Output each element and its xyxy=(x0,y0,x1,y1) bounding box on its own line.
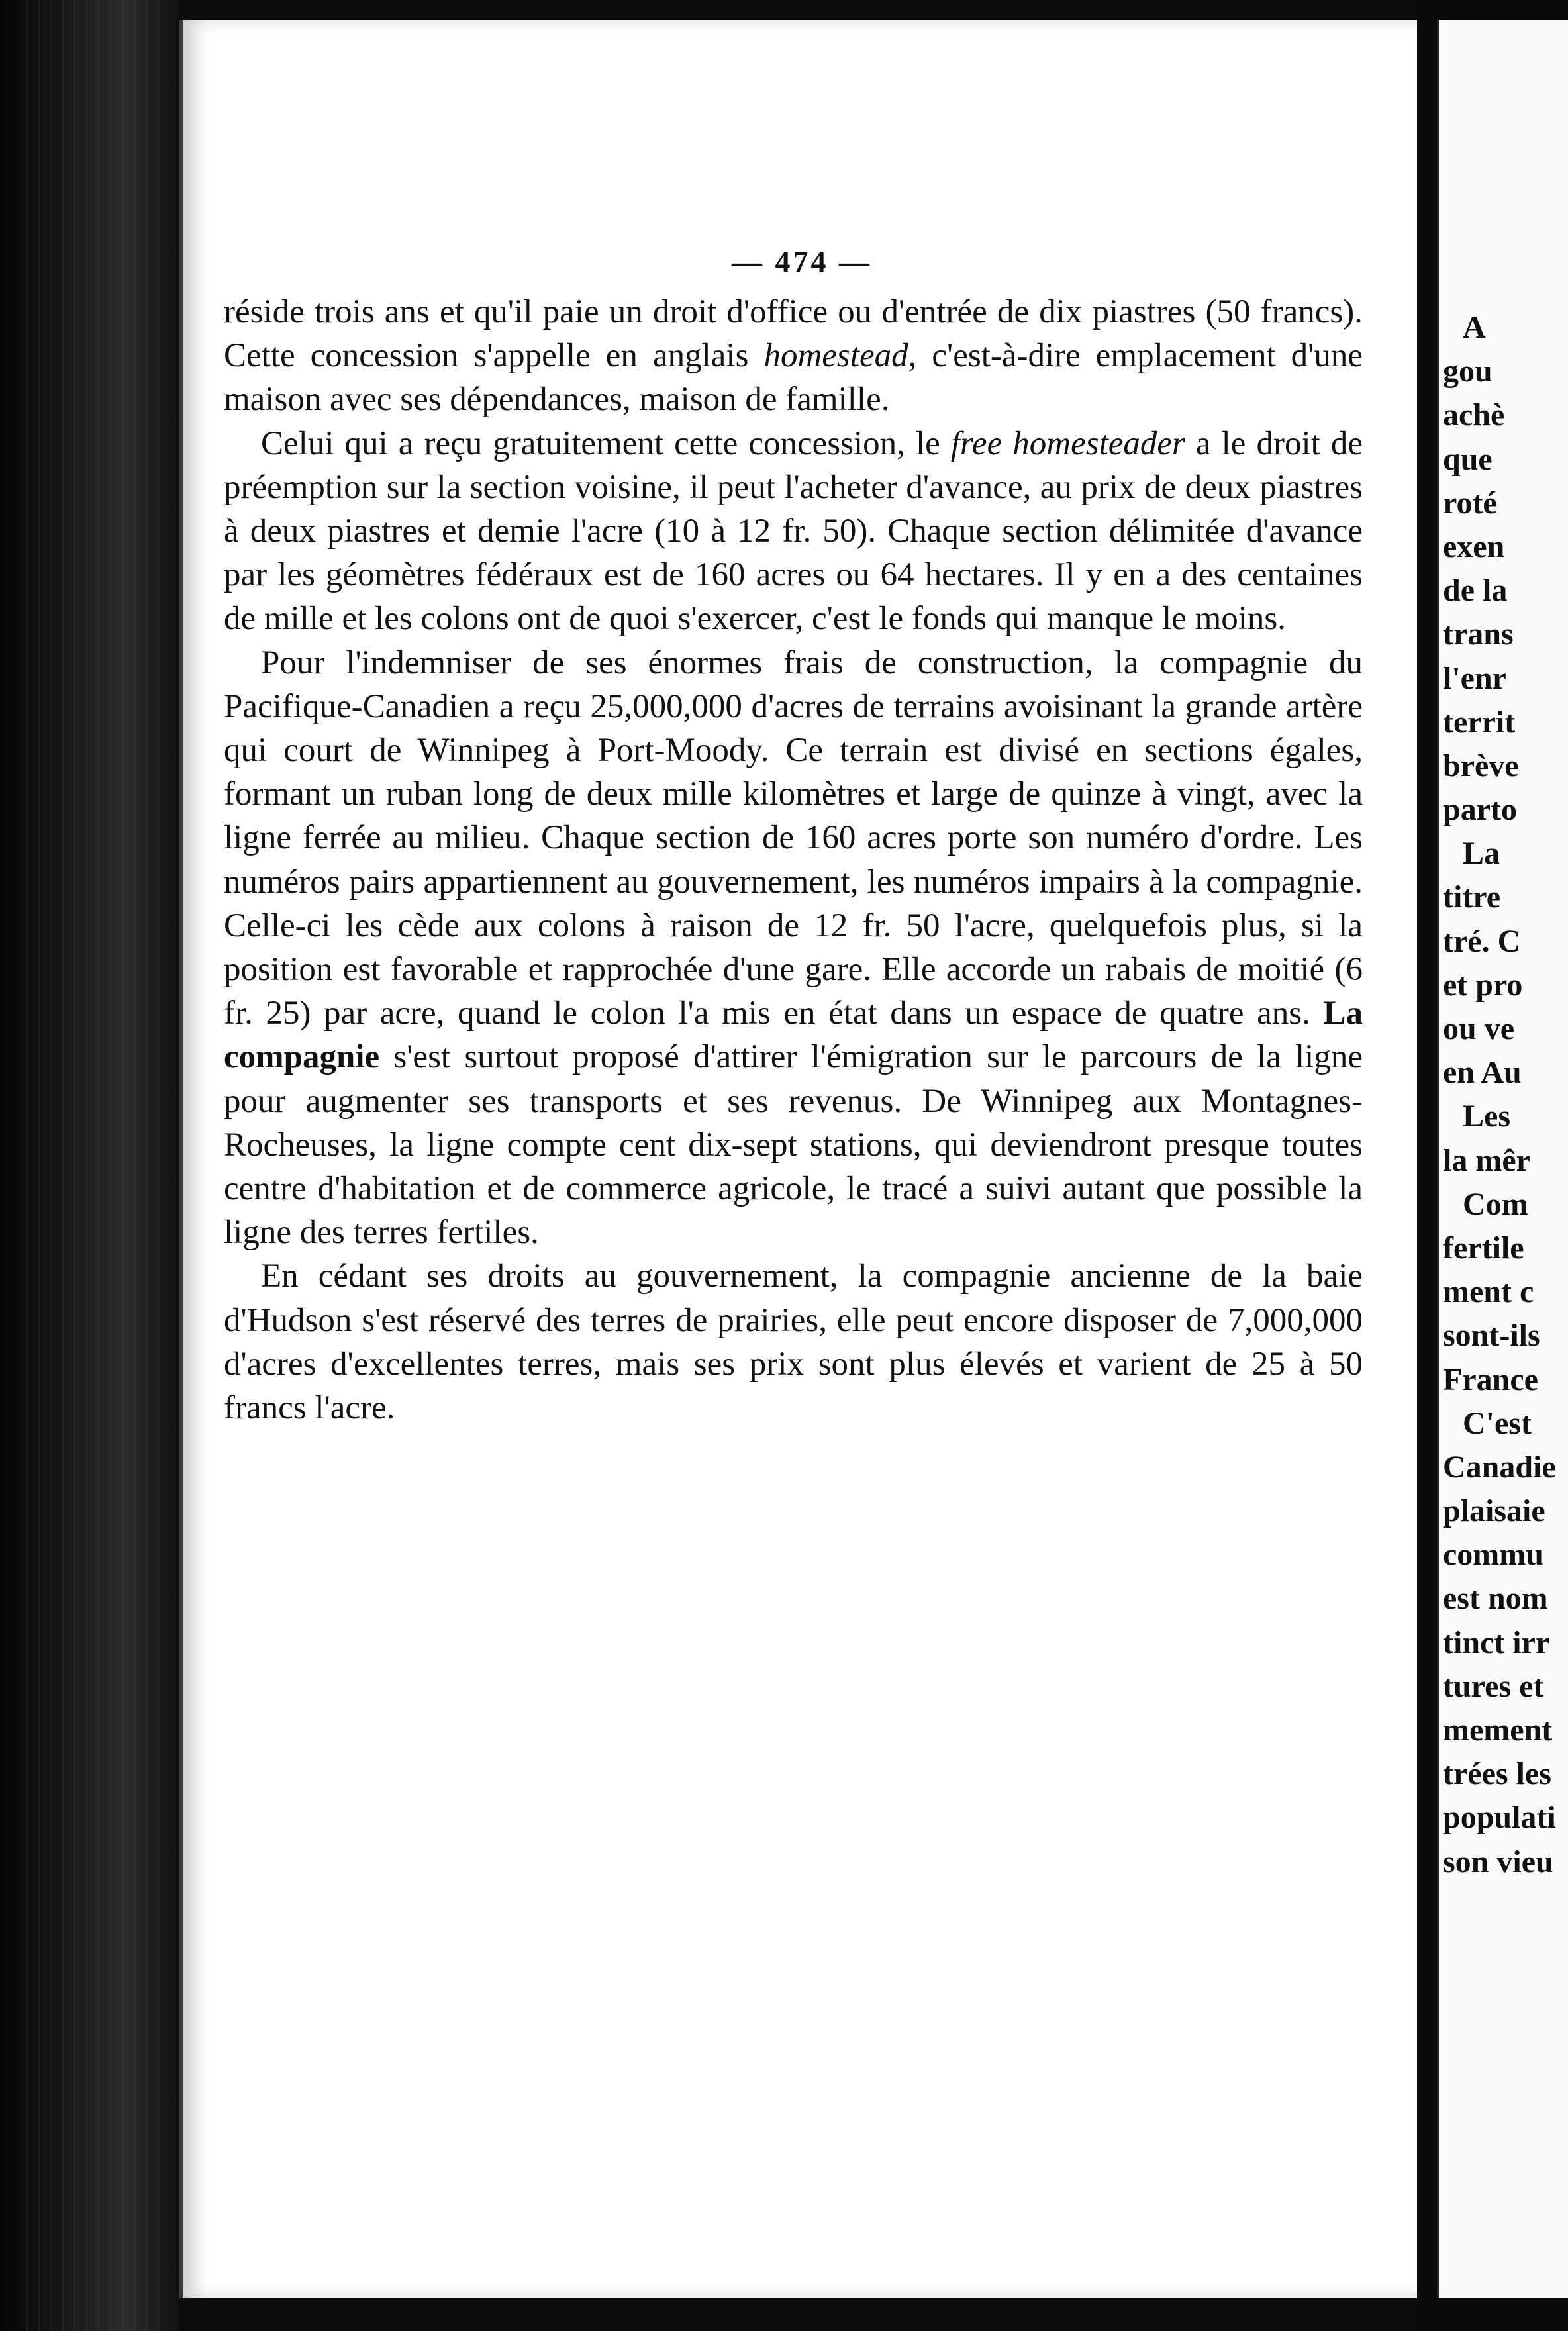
text-run: , c'est-à-dire emplacement d'une maison avec ses dépendances, maison de famille. xyxy=(224,337,1363,419)
facing-page-line: que xyxy=(1443,441,1493,477)
facing-page-line: populati xyxy=(1443,1800,1556,1836)
facing-page-line: ou ve xyxy=(1443,1011,1514,1046)
facing-page-line: de la xyxy=(1443,573,1508,609)
paragraph xyxy=(224,641,1363,1255)
facing-page-line: mement xyxy=(1443,1712,1553,1748)
page-body-text xyxy=(224,290,1363,1430)
text-run: réside trois ans et qu'il paie un droit d'office ou d'entrée de dix piastres (50 francs). Cette concession s'appelle en anglais xyxy=(224,293,1363,375)
facing-page-line: Com xyxy=(1463,1186,1528,1222)
facing-page-line: et pro xyxy=(1443,967,1523,1003)
facing-page-line: Les xyxy=(1463,1099,1510,1134)
facing-page-line: roté xyxy=(1443,485,1497,521)
paragraph xyxy=(224,422,1363,641)
text-run: Celui qui a reçu gratuitement cette concession, le xyxy=(261,424,951,462)
facing-page-line: France xyxy=(1443,1362,1538,1397)
facing-page-line: Canadie xyxy=(1443,1449,1556,1485)
facing-page-line: en Au xyxy=(1443,1055,1522,1091)
facing-page-line: La xyxy=(1463,836,1500,871)
bold-text: La compagnie xyxy=(224,995,1363,1076)
facing-page-line: gou xyxy=(1443,354,1493,389)
facing-page-line: tré. C xyxy=(1443,923,1521,959)
facing-page-lines xyxy=(1443,306,1568,1884)
paragraph xyxy=(224,290,1363,422)
facing-page-line: titre xyxy=(1443,879,1501,915)
facing-page-line: commu xyxy=(1443,1537,1544,1573)
facing-page-line: son vieu xyxy=(1443,1844,1553,1879)
facing-page-line: est nom xyxy=(1443,1581,1548,1616)
facing-page-line: ment c xyxy=(1443,1274,1534,1310)
text-run: Pour l'indemniser de ses énormes frais de construction, la compagnie du Pacifique-Canadien a reçu 25,000,000 d'acres de terrains avoisinant la grande artère qui court de Winnipeg à Port-Moody. Ce terrain est divisé en sections égales, formant un ruban long de deux mille kilomètres et large de quinze à vingt, avec la ligne ferrée au milieu. Chaque section de 160 acres porte son numéro d'ordre. Les numéros pairs appartiennent au gouvernement, les numéros impairs à la compagnie. Celle-ci les cède aux colons à raison de 12 fr. 50 l'acre, quelquefois plus, si la position est favorable et rapprochée d'une gare. Elle accorde un rabais de moitié (6 fr. 25) par acre, quand le colon l'a mis en état dans un espace de quatre ans. xyxy=(224,644,1363,1032)
paragraph xyxy=(224,1254,1363,1430)
facing-page-fragment xyxy=(1437,20,1568,2298)
italic-term: free homesteader xyxy=(950,424,1185,462)
facing-page-line: parto xyxy=(1443,792,1517,828)
facing-page-line: brève xyxy=(1443,748,1519,783)
facing-page-line: tinct irr xyxy=(1443,1624,1550,1660)
facing-page-line: plaisaie xyxy=(1443,1493,1545,1529)
italic-term: homestead xyxy=(763,337,908,375)
facing-page-line: sont-ils xyxy=(1443,1318,1540,1354)
facing-page-line: C'est xyxy=(1463,1405,1532,1441)
facing-page-line: achè xyxy=(1443,397,1505,433)
facing-page-line: l'enr xyxy=(1443,660,1506,696)
facing-page-line: la mêr xyxy=(1443,1142,1530,1178)
book-spine-texture xyxy=(26,0,159,2331)
facing-page-line: tures et xyxy=(1443,1668,1544,1704)
text-run: s'est surtout proposé d'attirer l'émigration sur le parcours de la ligne pour augmenter ses transports et ses revenus. De Winnipeg aux Montagnes-Rocheuses, la ligne compte cent dix-sept stations, qui deviendront presque toutes centre d'habitation et de commerce agricole, le tracé a suivi autant que possible la ligne des terres fertiles. xyxy=(224,1038,1363,1252)
facing-page-line: exen xyxy=(1443,528,1505,564)
facing-page-line: trées les xyxy=(1443,1756,1551,1792)
page-number: — 474 — xyxy=(732,244,872,278)
facing-page-line: A xyxy=(1463,310,1486,345)
facing-page-line: territ xyxy=(1443,704,1516,740)
facing-page-line: fertile xyxy=(1443,1230,1524,1265)
facing-page-line: trans xyxy=(1443,617,1514,652)
text-run: a le droit de préemption sur la section voisine, il peut l'acheter d'avance, au prix de deux piastres à deux piastres et demie l'acre (10 à 12 fr. 50). Chaque section délimitée d'avance par les géomètres fédéraux est de 160 acres ou 64 hectares. Il y en a des centaines de mille et les colons ont de quoi s'exercer, c'est le fonds qui manque le moins. xyxy=(224,424,1363,638)
text-run: En cédant ses droits au gouvernement, la compagnie ancienne de la baie d'Hudson s'est réservé des terres de prairies, elle peut encore disposer de 7,000,000 d'acres d'excellentes terres, mais ses prix sont plus élevés et varient de 25 à 50 francs l'acre. xyxy=(224,1258,1363,1427)
